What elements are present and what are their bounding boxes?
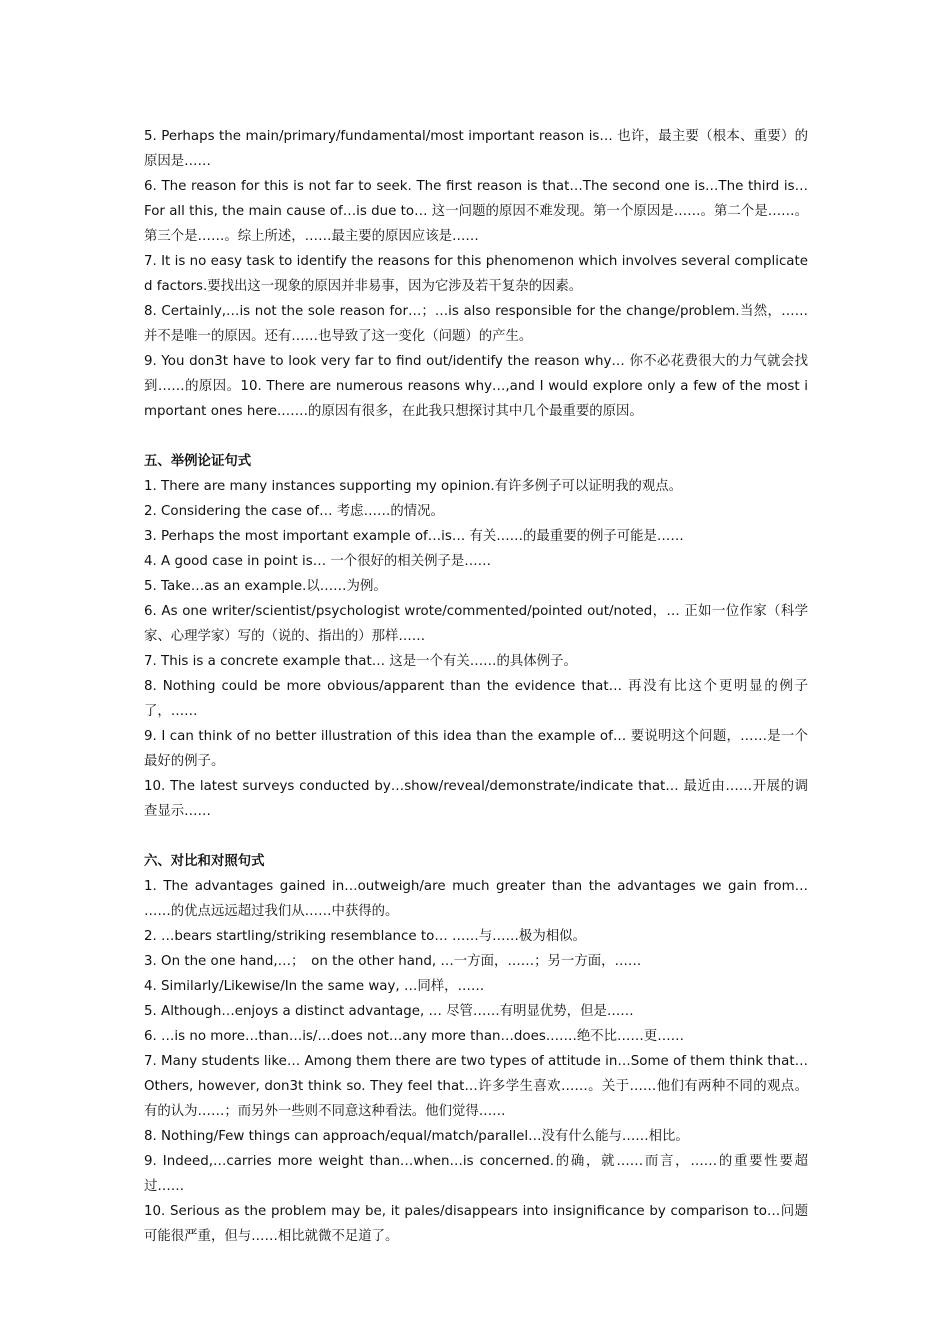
section-heading-examples: 五、举例论证句式 — [144, 454, 252, 469]
reason-item-6: 6. The reason for this is not far to seek. The first reason is that…The second one is…The third is… For all this, the main cause of…is due to… 这一问题的原因不难发现。第一个原因是……。第二个是……。第三个是……。综上所述，……最主要的原因应该是…… — [144, 179, 808, 244]
example-item-9: 9. I can think of no better illustration of this idea than the example of… 要说明这个问题，……是一个最好的例子。 — [144, 729, 808, 769]
example-item-7: 7. This is a concrete example that… 这是一个有关……的具体例子。 — [144, 654, 577, 669]
examples-section — [144, 449, 808, 824]
reason-item-9-10: 9. You don3t have to look very far to find out/identify the reason why… 你不必花费很大的力气就会找到……的原因。10. There are numerous reasons why…,and I would explore only a few of the most important ones here.……的原因有很多，在此我只想探讨其中几个最重要的原因。 — [144, 354, 808, 419]
section-spacer — [144, 824, 808, 849]
example-item-10: 10. The latest surveys conducted by…show/reveal/demonstrate/indicate that… 最近由……开展的调查显示…… — [144, 779, 808, 819]
section-spacer — [144, 424, 808, 449]
example-item-3: 3. Perhaps the most important example of…is… 有关……的最重要的例子可能是…… — [144, 529, 684, 544]
example-item-1: 1. There are many instances supporting my opinion.有许多例子可以证明我的观点。 — [144, 479, 683, 494]
reason-item-5: 5. Perhaps the main/primary/fundamental/most important reason is… 也许，最主要（根本、重要）的原因是…… — [144, 129, 808, 169]
example-item-6: 6. As one writer/scientist/psychologist wrote/commented/pointed out/noted，… 正如一位作家（科学家、心理学家）写的（说的、指出的）那样…… — [144, 604, 808, 644]
example-item-4: 4. A good case in point is… 一个很好的相关例子是…… — [144, 554, 492, 569]
contrast-section — [144, 849, 808, 1249]
contrast-item-6: 6. …is no more…than…is/…does not…any more than…does.……绝不比……更…… — [144, 1029, 684, 1044]
example-item-8: 8. Nothing could be more obvious/apparent than the evidence that… 再没有比这个更明显的例子了，…… — [144, 679, 808, 719]
contrast-item-1: 1. The advantages gained in…outweigh/are much greater than the advantages we gain from… ……的优点远远超过我们从……中获得的。 — [144, 879, 808, 919]
contrast-item-5: 5. Although…enjoys a distinct advantage, … 尽管……有明显优势，但是…… — [144, 1004, 634, 1019]
reasons-section — [144, 124, 808, 424]
contrast-item-2: 2. …bears startling/striking resemblance to… ……与……极为相似。 — [144, 929, 586, 944]
contrast-item-4: 4. Similarly/Likewise/In the same way, …同样，…… — [144, 979, 485, 994]
reason-item-7: 7. It is no easy task to identify the reasons for this phenomenon which involves several complicated factors.要找出这一现象的原因并非易事，因为它涉及若干复杂的因素。 — [144, 254, 808, 294]
document-body — [144, 124, 808, 1249]
section-heading-contrast: 六、对比和对照句式 — [144, 854, 265, 869]
contrast-item-10: 10. Serious as the problem may be, it pales/disappears into insignificance by comparison to…问题可能很严重，但与……相比就微不足道了。 — [144, 1204, 808, 1244]
example-item-2: 2. Considering the case of… 考虑……的情况。 — [144, 504, 444, 519]
contrast-item-3: 3. On the one hand,…； on the other hand, …一方面，……；另一方面，…… — [144, 954, 642, 969]
contrast-item-8: 8. Nothing/Few things can approach/equal/match/parallel…没有什么能与……相比。 — [144, 1129, 689, 1144]
reason-item-8: 8. Certainly,…is not the sole reason for…；…is also responsible for the change/problem.当然，……并不是唯一的原因。还有……也导致了这一变化（问题）的产生。 — [144, 304, 808, 344]
example-item-5: 5. Take…as an example.以……为例。 — [144, 579, 387, 594]
contrast-item-7: 7. Many students like… Among them there are two types of attitude in…Some of them think that… Others, however, don3t think so. They feel that…许多学生喜欢……。关于……他们有两种不同的观点。有的认为……；而另外一些则不同意这种看法。他们觉得…… — [144, 1054, 808, 1119]
contrast-item-9: 9. Indeed,…carries more weight than…when…is concerned.的确，就……而言，……的重要性要超过…… — [144, 1154, 808, 1194]
